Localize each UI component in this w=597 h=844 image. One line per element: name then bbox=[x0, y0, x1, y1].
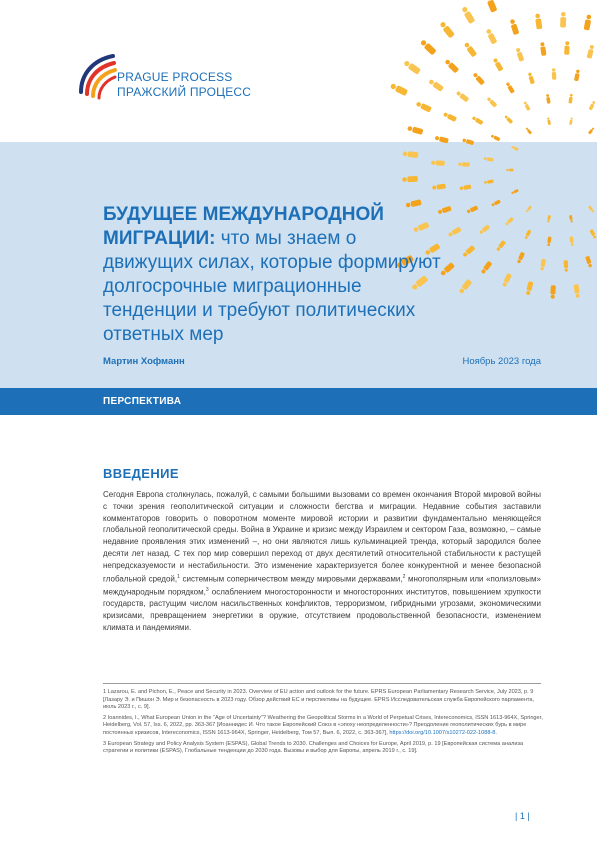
person-figure-icon bbox=[550, 285, 556, 299]
body-paragraph bbox=[103, 489, 541, 634]
person-figure-icon bbox=[428, 78, 444, 92]
logo-wordmark bbox=[117, 70, 251, 100]
body-text-1: Сегодня Европа столкнулась, пожалуй, с самыми большими вызовами со времен окончания Второй мировой войны с точки зрения геополитической ситуации и сложности бегства и миграции. Недавние события заставили комментаторов говорить о поворотном моменте мировой истории и развитии фундаментально меняющейся глобальной геополитической среды. Война в Украине и кризис между Израилем и сектором Газа, возможно, – самые недавние проявления этих изменений –, но они являются лишь кульминацией тренда, который зародился более десяти лет назад. С тех пор мир совершил переход от двух десятилетий относительной стабильности к растущей непредсказуемости и нестабильности. Это изменение характеризуется более конкурентной и менее безопасной глобальной средой, bbox=[103, 490, 541, 584]
person-figure-icon bbox=[509, 19, 519, 36]
footnote-2-doi-link[interactable]: https://doi.org/10.1007/s10272-022-1088-8 bbox=[389, 729, 496, 736]
person-figure-icon bbox=[506, 169, 513, 172]
person-figure-icon bbox=[461, 6, 476, 24]
person-figure-icon bbox=[462, 245, 475, 258]
person-figure-icon bbox=[502, 273, 512, 287]
person-figure-icon bbox=[456, 90, 470, 102]
person-figure-icon bbox=[485, 0, 498, 13]
person-figure-icon bbox=[434, 135, 448, 143]
person-figure-icon bbox=[525, 281, 533, 295]
person-figure-icon bbox=[444, 58, 459, 73]
person-figure-icon bbox=[588, 127, 595, 135]
title-rest: что мы знаем о движущих силах, которые формируют долгосрочные миграционные тенденции и требуют политических ответных мер bbox=[103, 228, 441, 345]
person-figure-icon bbox=[585, 256, 592, 268]
person-figure-icon bbox=[505, 82, 515, 94]
person-figure-icon bbox=[466, 205, 478, 214]
person-figure-icon bbox=[569, 215, 573, 223]
document-title bbox=[103, 203, 443, 347]
person-figure-icon bbox=[485, 28, 497, 44]
footnote-ref-2[interactable]: 2 bbox=[402, 573, 406, 580]
footnote-ref-1[interactable]: 1 bbox=[177, 573, 180, 580]
prague-process-logo-icon bbox=[77, 52, 117, 104]
person-figure-icon bbox=[525, 205, 532, 213]
person-figure-icon bbox=[525, 127, 532, 135]
footnote-3: 3 European Strategy and Policy Analysis System (ESPAS), Global Trends to 2030. Challenges and Choices for Europe, April 2019, p. 19 [Европейская система анализа стратегии и политики (ESPAS), Глобальные тенденции до 2030 года. Вызовы и выбор для Европы, апрель 2019 г., с. 19]. bbox=[103, 740, 524, 755]
body-text-2: системным соперничеством между мировыми державами, bbox=[179, 574, 403, 584]
person-figure-icon bbox=[491, 199, 501, 206]
person-figure-icon bbox=[546, 94, 551, 104]
person-figure-icon bbox=[419, 39, 436, 56]
page-number: | 1 | bbox=[515, 811, 530, 821]
person-figure-icon bbox=[505, 217, 514, 226]
person-figure-icon bbox=[472, 72, 485, 85]
person-figure-icon bbox=[459, 184, 471, 190]
person-figure-icon bbox=[463, 42, 477, 58]
footnote-1: 1 Lazarou, E. and Pichon, E., Peace and Security in 2023. Overview of EU action and outlook for the future. EPRS European Parliamentary Research Service, July 2023, p. 9 [Лазару Э. и Пишон Э. Мир и безопасность в 2023 году. Обзор действий ЕС и перспективы на будущее. EPRS Исследовательская служба Европейского парламента, июль 2023 г., с. 9]. bbox=[103, 689, 535, 711]
person-figure-icon bbox=[515, 47, 524, 61]
section-heading: ВВЕДЕНИЕ bbox=[103, 466, 179, 481]
logo-line-en: PRAGUE PROCESS bbox=[117, 70, 233, 84]
person-figure-icon bbox=[588, 205, 595, 213]
person-figure-icon bbox=[402, 151, 418, 158]
person-figure-icon bbox=[524, 230, 531, 240]
section-band bbox=[0, 388, 597, 415]
person-figure-icon bbox=[504, 115, 513, 124]
person-figure-icon bbox=[462, 138, 474, 145]
footnote-2 bbox=[103, 715, 543, 738]
person-figure-icon bbox=[552, 68, 557, 80]
person-figure-icon bbox=[443, 112, 457, 122]
footnote-2-end: . bbox=[495, 729, 497, 736]
logo-line-ru: ПРАЖСКИЙ ПРОЦЕСС bbox=[117, 85, 252, 99]
person-figure-icon bbox=[589, 100, 596, 110]
person-figure-icon bbox=[490, 134, 500, 141]
person-figure-icon bbox=[516, 252, 525, 264]
footnotes bbox=[103, 689, 543, 759]
person-figure-icon bbox=[390, 82, 409, 96]
footnote-2-text: 2 Ioannides, I., What European Union in the “Age of Uncertainty”? Weathering the Geopolitical Storms in a World of Perpetual Crises, Intereconomics, ISSN 1613-964X, Springer, Heidelberg, Vol. 57, Iss. 6, 2022, pp. 363-367 [Иоаннидес И. Что такое Европейский Союз в «эпоху неопределенности»? Преодоление геополитических бурь в мире постоянных кризисов, Intereconomics, ISSN 1613-964X, Springer, Heidelberg, Том 57, Вып. 6, 2022, с. 363-367], bbox=[103, 714, 543, 736]
person-figure-icon bbox=[540, 259, 546, 271]
footnote-ref-3[interactable]: 3 bbox=[205, 587, 209, 594]
body-text-4: ослаблением многосторонности и многосторонних институтов, повышением хрупкости государств, растущим числом насильственных конфликтов, терроризмом, гибридными угрозами, экономическими кризисами, превращением энергетики в оружие, отсутствием продовольственной безопасности, изменением климата и пандемиями. bbox=[103, 587, 541, 633]
person-figure-icon bbox=[431, 160, 445, 166]
person-figure-icon bbox=[547, 215, 551, 223]
body-text-3: многополярным или «полизловым» международным порядком, bbox=[103, 574, 541, 597]
person-figure-icon bbox=[534, 13, 542, 29]
person-figure-icon bbox=[407, 125, 423, 135]
person-figure-icon bbox=[496, 240, 506, 252]
person-figure-icon bbox=[432, 184, 446, 191]
person-figure-icon bbox=[486, 97, 497, 108]
person-figure-icon bbox=[403, 59, 421, 74]
person-figure-icon bbox=[560, 12, 566, 28]
person-figure-icon bbox=[584, 14, 593, 30]
publication-date: Ноябрь 2023 года bbox=[462, 356, 541, 367]
person-figure-icon bbox=[564, 260, 569, 272]
person-figure-icon bbox=[447, 226, 461, 237]
person-figure-icon bbox=[527, 72, 534, 84]
person-figure-icon bbox=[511, 189, 519, 195]
person-figure-icon bbox=[484, 157, 494, 162]
person-figure-icon bbox=[547, 236, 552, 246]
person-figure-icon bbox=[402, 176, 418, 183]
person-figure-icon bbox=[480, 261, 492, 275]
title-bold: БУДУЩЕЕ МЕЖДУНАРОДНОЙ МИГРАЦИИ: bbox=[103, 204, 384, 249]
person-figure-icon bbox=[511, 145, 519, 151]
footnote-divider bbox=[103, 683, 541, 684]
person-figure-icon bbox=[568, 94, 573, 104]
person-figure-icon bbox=[484, 179, 494, 184]
person-figure-icon bbox=[587, 44, 595, 58]
person-figure-icon bbox=[415, 101, 432, 113]
person-figure-icon bbox=[492, 57, 503, 71]
person-figure-icon bbox=[472, 116, 484, 126]
person-figure-icon bbox=[547, 117, 551, 125]
person-figure-icon bbox=[523, 101, 530, 111]
person-figure-icon bbox=[540, 42, 547, 56]
person-figure-icon bbox=[589, 229, 596, 239]
person-figure-icon bbox=[569, 117, 573, 125]
person-figure-icon bbox=[574, 284, 581, 298]
person-figure-icon bbox=[564, 41, 570, 55]
person-figure-icon bbox=[439, 21, 455, 39]
person-figure-icon bbox=[458, 162, 470, 167]
person-figure-icon bbox=[574, 69, 580, 81]
section-band-label: ПЕРСПЕКТИВА bbox=[103, 396, 182, 407]
person-figure-icon bbox=[458, 279, 472, 295]
person-figure-icon bbox=[569, 236, 574, 246]
author-name: Мартин Хофманн bbox=[103, 356, 185, 367]
person-figure-icon bbox=[479, 224, 491, 234]
